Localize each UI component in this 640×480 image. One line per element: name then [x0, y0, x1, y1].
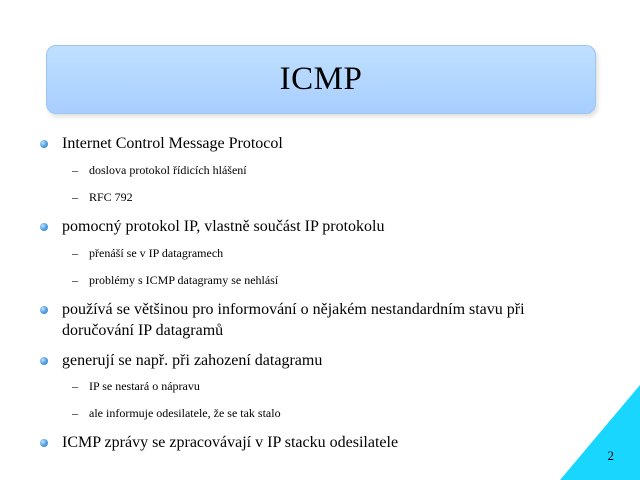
dash-icon: – [72, 379, 78, 393]
bullet-text: pomocný protokol IP, vlastně součást IP protokolu [62, 218, 385, 235]
bullet-icon [40, 140, 48, 148]
bullet-text-line: doručování IP datagramů [62, 322, 224, 339]
bullet-icon [40, 306, 48, 314]
dash-icon: – [72, 163, 78, 177]
sub-bullet-text: ale informuje odesilatele, že se tak stalo [89, 406, 281, 420]
bullet-text: Internet Control Message Protocol [62, 135, 283, 152]
dash-icon: – [72, 190, 78, 204]
corner-triangle [560, 385, 640, 480]
bullet-text: generují se např. při zahození datagramu [62, 352, 323, 369]
bullet-text: ICMP zprávy se zpracovávají v IP stacku odesilatele [62, 434, 399, 451]
slide-title: ICMP [279, 61, 363, 97]
dash-icon: – [72, 406, 78, 420]
sub-bullet-text: RFC 792 [89, 190, 133, 204]
dash-icon: – [72, 246, 78, 260]
bullet-icon [40, 357, 48, 365]
bullet-icon [40, 223, 48, 231]
dash-icon: – [72, 273, 78, 287]
bullet-text-line: používá se většinou pro informování o nějakém nestandardním stavu při [62, 301, 525, 318]
sub-bullet-text: přenáší se v IP datagramech [89, 246, 224, 260]
sub-bullet-text: IP se nestará o nápravu [89, 379, 200, 393]
bullet-icon [40, 439, 48, 447]
sub-bullet-text: problémy s ICMP datagramy se nehlásí [89, 273, 279, 287]
sub-bullet-text: doslova protokol řídicích hlášení [89, 163, 247, 177]
page-number: 2 [607, 448, 614, 463]
